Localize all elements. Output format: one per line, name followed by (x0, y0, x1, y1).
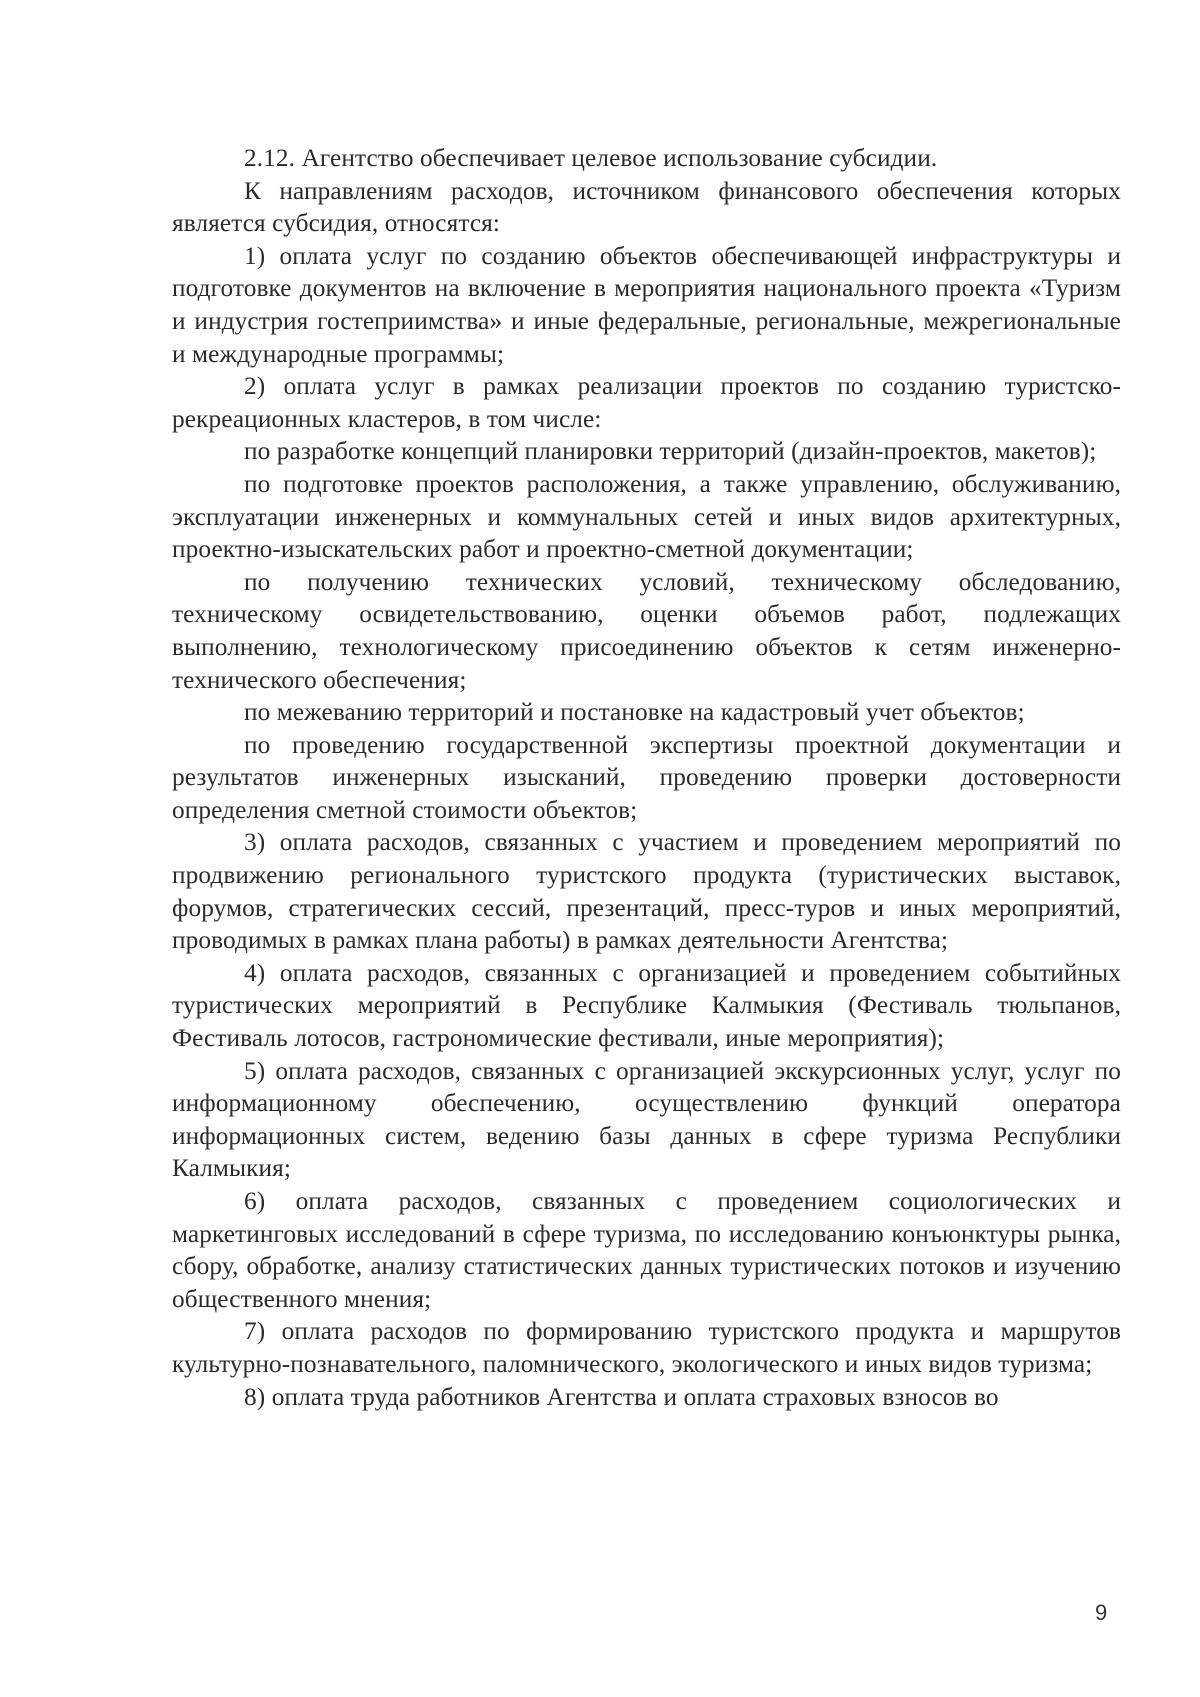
paragraph-item-6: 6) оплата расходов, связанных с проведением социологических и маркетинговых исследований в сфере туризма, по исследованию конъюнктуры рынка, сбору, обработке, анализу статистических данных туристических потоков и изучению общественного мнения; (172, 1187, 1121, 1313)
paragraph-item-2-concepts: по разработке концепций планировки территорий (дизайн-проектов, макетов); (244, 437, 1097, 466)
document-body (172, 142, 1121, 1413)
paragraph-item-2-technical: по получению технических условий, техническому обследованию, техническому освидетельствованию, оценки объемов работ, подлежащих выполнению, технологическому присоединению объектов к сетям инженерно-технического обеспечения; (172, 567, 1121, 694)
paragraph-expense-intro: К направлениям расходов, источником финансового обеспечения которых является субсидия, относятся: (172, 176, 1121, 238)
paragraph-item-2: 2) оплата услуг в рамках реализации проектов по созданию туристско-рекреационных кластеров, в том числе: (172, 372, 1121, 433)
paragraph-item-2-projects: по подготовке проектов расположения, а также управлению, обслуживанию, эксплуатации инженерных и коммунальных сетей и иных видов архитектурных, проектно-изыскательских работ и проектно-сметной документации; (172, 469, 1121, 564)
paragraph-item-5: 5) оплата расходов, связанных с организацией экскурсионных услуг, услуг по информационному обеспечению, осуществлению функций оператора информационных систем, ведению базы данных в сфере туризма Республики Калмыкия; (172, 1056, 1121, 1183)
paragraph-item-3: 3) оплата расходов, связанных с участием и проведением мероприятий по продвижению регионального туристского продукта (туристических выставок, форумов, стратегических сессий, презентаций, пресс-туров и иных мероприятий, проводимых в рамках плана работы) в рамках деятельности Агентства; (172, 828, 1121, 955)
paragraph-item-8: 8) оплата труда работников Агентства и оплата страховых взносов во (244, 1382, 999, 1411)
paragraph-item-7: 7) оплата расходов по формированию туристского продукта и маршрутов культурно-познавательного, паломнического, экологического и иных видов туризма; (172, 1317, 1121, 1378)
paragraph-item-4: 4) оплата расходов, связанных с организацией и проведением событийных туристических мероприятий в Республике Калмыкия (Фестиваль тюльпанов, Фестиваль лотосов, гастрономические фестивали, иные мероприятия); (172, 958, 1121, 1053)
page-number: 9 (1095, 1600, 1108, 1625)
paragraph-item-2-expertise: по проведению государственной экспертизы проектной документации и результатов инженерных изысканий, проведению проверки достоверности определения сметной стоимости объектов; (172, 730, 1121, 824)
paragraph-2-12: 2.12. Агентство обеспечивает целевое использование субсидии. (244, 144, 938, 172)
paragraph-item-1: 1) оплата услуг по созданию объектов обеспечивающей инфраструктуры и подготовке документов на включение в мероприятия национального проекта «Туризм и индустрия гостеприимства» и иные федеральные, региональные, межрегиональные и международные программы; (172, 241, 1121, 368)
paragraph-item-2-cadastral: по межеванию территорий и постановке на кадастровый учет объектов; (244, 698, 1025, 727)
